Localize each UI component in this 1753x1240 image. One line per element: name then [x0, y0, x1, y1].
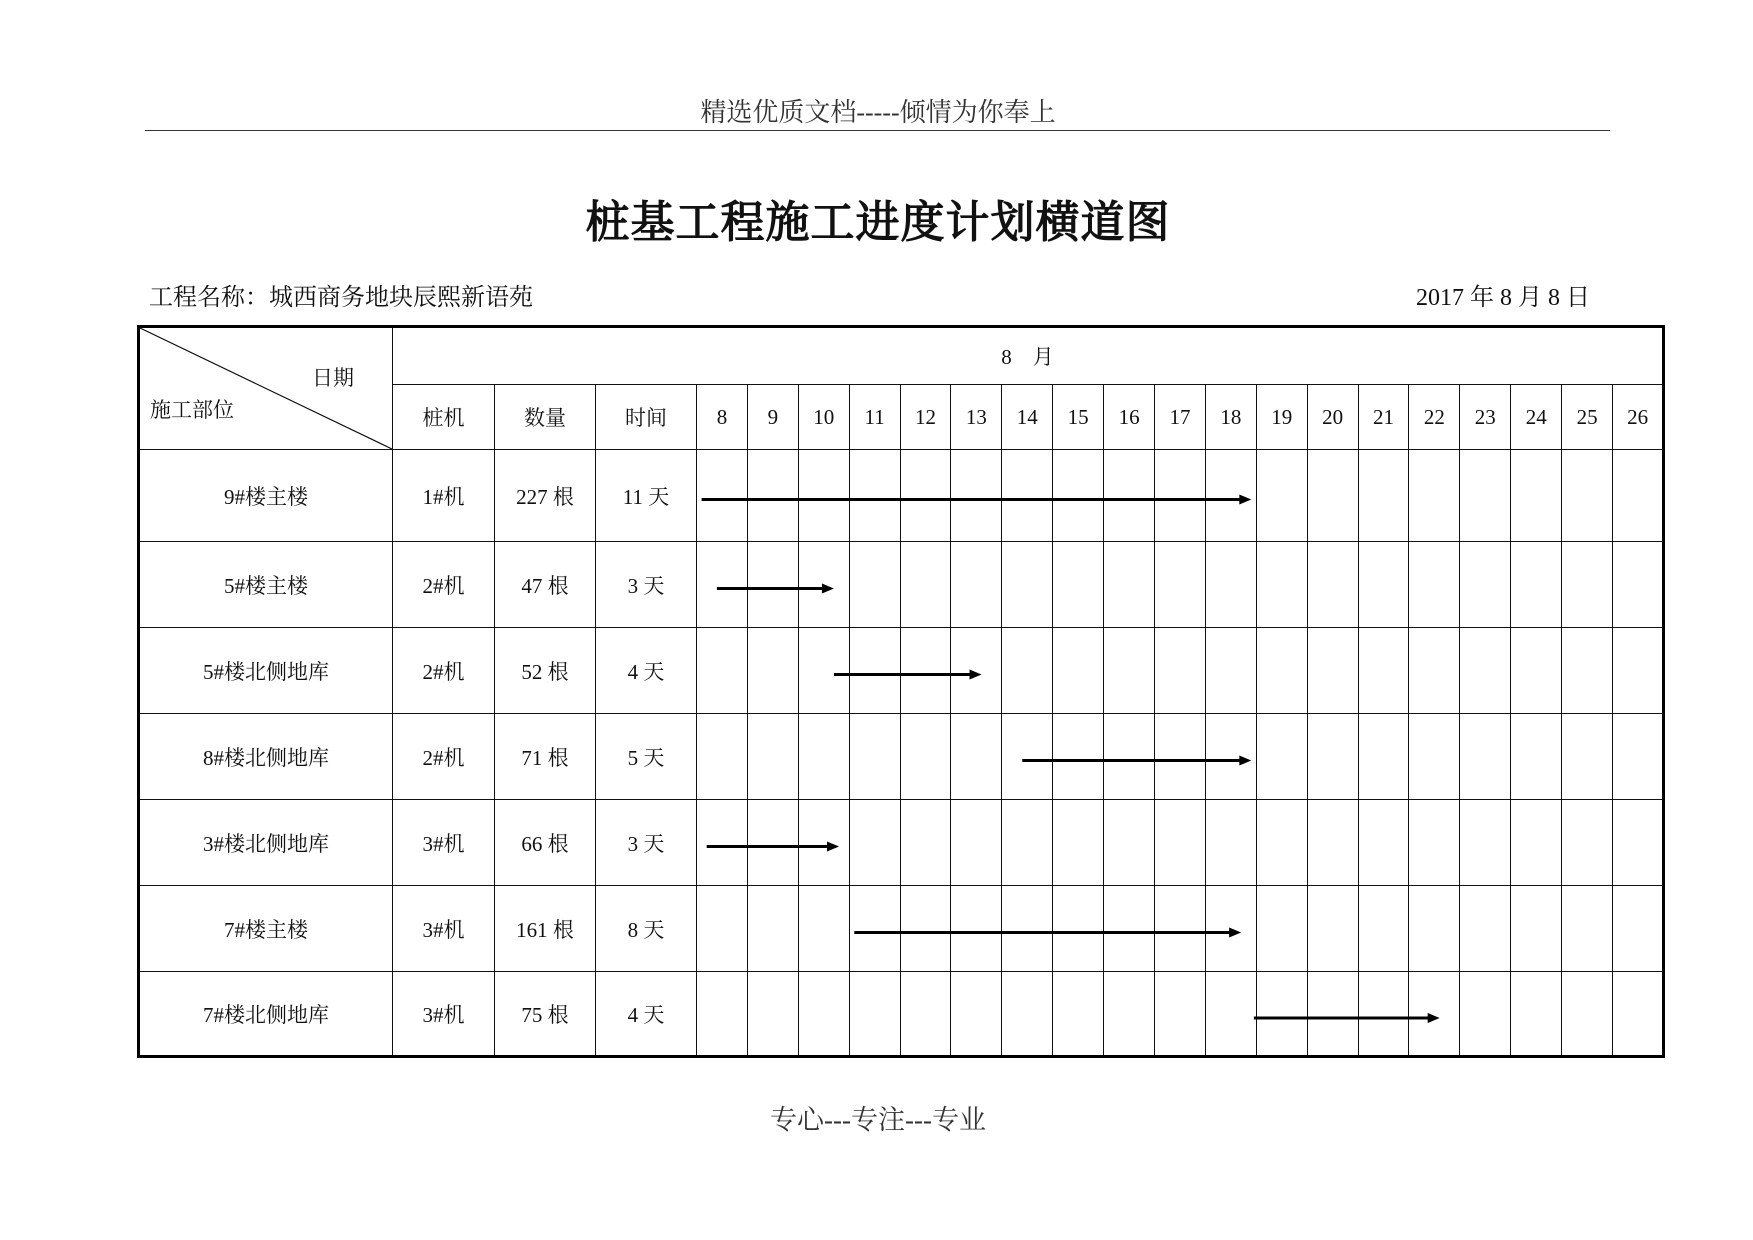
day-cell — [1511, 714, 1562, 800]
day-cell — [798, 886, 849, 972]
day-cell — [1613, 886, 1664, 972]
day-cell — [1562, 542, 1613, 628]
corner-date-label: 日期 — [312, 366, 354, 390]
day-cell — [1409, 542, 1460, 628]
day-cell — [1358, 972, 1409, 1057]
day-cell — [1562, 972, 1613, 1057]
day-header: 9 — [747, 385, 798, 450]
day-cell — [1307, 800, 1358, 886]
day-cell — [1409, 972, 1460, 1057]
day-cell — [1460, 714, 1511, 800]
day-cell — [747, 714, 798, 800]
day-header: 22 — [1409, 385, 1460, 450]
cell-time: 5 天 — [596, 714, 697, 800]
day-cell — [1155, 542, 1206, 628]
cell-part: 5#楼北侧地库 — [139, 628, 393, 714]
day-cell — [697, 972, 748, 1057]
cell-part: 3#楼北侧地库 — [139, 800, 393, 886]
day-cell — [1053, 972, 1104, 1057]
day-cell — [1002, 972, 1053, 1057]
day-cell — [849, 714, 900, 800]
day-cell — [1409, 628, 1460, 714]
day-cell — [1205, 800, 1256, 886]
day-cell — [1002, 450, 1053, 542]
day-cell — [697, 886, 748, 972]
day-header: 12 — [900, 385, 951, 450]
day-cell — [798, 800, 849, 886]
cell-part: 7#楼主楼 — [139, 886, 393, 972]
day-cell — [849, 800, 900, 886]
day-cell — [1511, 886, 1562, 972]
day-cell — [747, 972, 798, 1057]
day-cell — [1104, 450, 1155, 542]
cell-qty: 71 根 — [495, 714, 596, 800]
day-cell — [747, 800, 798, 886]
day-cell — [1155, 628, 1206, 714]
day-cell — [849, 886, 900, 972]
day-cell — [1613, 714, 1664, 800]
day-header: 19 — [1256, 385, 1307, 450]
day-header: 23 — [1460, 385, 1511, 450]
day-cell — [1205, 628, 1256, 714]
day-cell — [900, 628, 951, 714]
day-cell — [1358, 628, 1409, 714]
day-cell — [849, 450, 900, 542]
day-cell — [1002, 714, 1053, 800]
day-cell — [1307, 714, 1358, 800]
cell-time: 11 天 — [596, 450, 697, 542]
day-cell — [1307, 628, 1358, 714]
day-cell — [697, 450, 748, 542]
day-header: 11 — [849, 385, 900, 450]
day-cell — [1358, 886, 1409, 972]
day-cell — [1613, 628, 1664, 714]
day-cell — [798, 628, 849, 714]
cell-machine: 2#机 — [393, 714, 495, 800]
gantt-table — [137, 325, 1665, 1058]
day-cell — [1256, 450, 1307, 542]
day-header: 14 — [1002, 385, 1053, 450]
day-cell — [1562, 450, 1613, 542]
document-title: 桩基工程施工进度计划横道图 — [585, 197, 1171, 248]
day-cell — [1460, 628, 1511, 714]
day-cell — [1562, 886, 1613, 972]
day-cell — [1256, 972, 1307, 1057]
day-cell — [1409, 450, 1460, 542]
day-cell — [1562, 714, 1613, 800]
month-header: 8 月 — [393, 327, 1664, 385]
day-cell — [747, 542, 798, 628]
corner-header-cell — [139, 327, 393, 450]
cell-part: 8#楼北侧地库 — [139, 714, 393, 800]
cell-part: 7#楼北侧地库 — [139, 972, 393, 1057]
day-cell — [697, 628, 748, 714]
cell-machine: 1#机 — [393, 450, 495, 542]
day-cell — [1613, 972, 1664, 1057]
day-cell — [1460, 800, 1511, 886]
cell-machine: 3#机 — [393, 972, 495, 1057]
day-cell — [1205, 886, 1256, 972]
day-cell — [1562, 628, 1613, 714]
day-cell — [697, 542, 748, 628]
day-cell — [900, 542, 951, 628]
day-cell — [900, 886, 951, 972]
day-cell — [1104, 886, 1155, 972]
day-cell — [747, 628, 798, 714]
column-header: 时间 — [596, 385, 697, 450]
day-header: 15 — [1053, 385, 1104, 450]
day-cell — [1562, 800, 1613, 886]
cell-qty: 75 根 — [495, 972, 596, 1057]
day-cell — [1053, 800, 1104, 886]
cell-qty: 161 根 — [495, 886, 596, 972]
project-name: 工程名称：城西商务地块辰熙新语苑 — [149, 285, 533, 311]
day-cell — [1155, 800, 1206, 886]
page-header: 精选优质文档-----倾情为你奉上 — [700, 98, 1056, 127]
day-cell — [849, 542, 900, 628]
day-cell — [1307, 972, 1358, 1057]
day-cell — [1358, 800, 1409, 886]
day-cell — [1460, 972, 1511, 1057]
header-divider — [145, 130, 1610, 131]
day-cell — [900, 714, 951, 800]
day-cell — [1358, 450, 1409, 542]
cell-part: 9#楼主楼 — [139, 450, 393, 542]
day-cell — [1104, 972, 1155, 1057]
column-header: 数量 — [495, 385, 596, 450]
day-cell — [1155, 972, 1206, 1057]
diagonal-line — [140, 328, 392, 449]
day-cell — [951, 886, 1002, 972]
table-row — [139, 542, 1664, 628]
document-date: 2017 年 8 月 8 日 — [1416, 285, 1590, 311]
day-cell — [1613, 542, 1664, 628]
cell-time: 4 天 — [596, 628, 697, 714]
day-cell — [1053, 886, 1104, 972]
day-cell — [900, 972, 951, 1057]
cell-part: 5#楼主楼 — [139, 542, 393, 628]
day-cell — [1511, 628, 1562, 714]
day-cell — [1460, 450, 1511, 542]
cell-machine: 3#机 — [393, 800, 495, 886]
day-cell — [1205, 714, 1256, 800]
cell-machine: 2#机 — [393, 628, 495, 714]
day-cell — [697, 800, 748, 886]
cell-time: 3 天 — [596, 542, 697, 628]
day-header: 13 — [951, 385, 1002, 450]
day-cell — [1511, 800, 1562, 886]
day-cell — [697, 714, 748, 800]
day-cell — [1053, 714, 1104, 800]
day-cell — [1409, 800, 1460, 886]
day-cell — [1256, 628, 1307, 714]
day-cell — [1613, 800, 1664, 886]
day-cell — [1511, 450, 1562, 542]
cell-time: 8 天 — [596, 886, 697, 972]
day-header: 25 — [1562, 385, 1613, 450]
day-cell — [951, 542, 1002, 628]
day-header: 8 — [697, 385, 748, 450]
day-cell — [1053, 628, 1104, 714]
day-cell — [951, 450, 1002, 542]
table-row — [139, 972, 1664, 1057]
cell-time: 3 天 — [596, 800, 697, 886]
day-cell — [1205, 450, 1256, 542]
day-cell — [900, 800, 951, 886]
day-cell — [1307, 450, 1358, 542]
day-header: 26 — [1613, 385, 1664, 450]
day-cell — [1256, 800, 1307, 886]
day-cell — [1460, 886, 1511, 972]
day-cell — [1205, 972, 1256, 1057]
day-cell — [951, 972, 1002, 1057]
day-cell — [1511, 542, 1562, 628]
day-header: 16 — [1104, 385, 1155, 450]
day-cell — [1256, 714, 1307, 800]
day-cell — [1155, 450, 1206, 542]
day-cell — [1002, 542, 1053, 628]
day-cell — [1307, 886, 1358, 972]
day-cell — [849, 628, 900, 714]
day-cell — [1155, 714, 1206, 800]
day-cell — [1613, 450, 1664, 542]
day-cell — [1002, 886, 1053, 972]
day-cell — [900, 450, 951, 542]
page-footer: 专心---专注---专业 — [770, 1105, 986, 1135]
day-cell — [1460, 542, 1511, 628]
table-row — [139, 714, 1664, 800]
day-cell — [1409, 886, 1460, 972]
column-header: 桩机 — [393, 385, 495, 450]
day-cell — [1053, 450, 1104, 542]
day-cell — [1511, 972, 1562, 1057]
day-cell — [951, 714, 1002, 800]
cell-machine: 3#机 — [393, 886, 495, 972]
day-cell — [951, 628, 1002, 714]
day-cell — [798, 542, 849, 628]
day-cell — [798, 450, 849, 542]
cell-qty: 47 根 — [495, 542, 596, 628]
day-cell — [1002, 628, 1053, 714]
day-cell — [1256, 886, 1307, 972]
cell-qty: 66 根 — [495, 800, 596, 886]
day-header: 24 — [1511, 385, 1562, 450]
day-cell — [1053, 542, 1104, 628]
day-header: 18 — [1205, 385, 1256, 450]
day-cell — [1358, 714, 1409, 800]
day-cell — [951, 800, 1002, 886]
table-row — [139, 800, 1664, 886]
day-cell — [1104, 714, 1155, 800]
cell-machine: 2#机 — [393, 542, 495, 628]
day-cell — [849, 972, 900, 1057]
day-cell — [1307, 542, 1358, 628]
day-cell — [1104, 628, 1155, 714]
day-cell — [1409, 714, 1460, 800]
day-cell — [798, 972, 849, 1057]
day-header: 10 — [798, 385, 849, 450]
table-row — [139, 450, 1664, 542]
day-cell — [1104, 542, 1155, 628]
day-cell — [1155, 886, 1206, 972]
header-row-month — [139, 327, 1664, 385]
day-cell — [1104, 800, 1155, 886]
day-cell — [1205, 542, 1256, 628]
cell-qty: 52 根 — [495, 628, 596, 714]
day-cell — [747, 450, 798, 542]
day-cell — [1358, 542, 1409, 628]
day-cell — [1002, 800, 1053, 886]
day-header: 17 — [1155, 385, 1206, 450]
corner-part-label: 施工部位 — [150, 398, 234, 422]
cell-time: 4 天 — [596, 972, 697, 1057]
table-row — [139, 628, 1664, 714]
day-header: 21 — [1358, 385, 1409, 450]
cell-qty: 227 根 — [495, 450, 596, 542]
day-cell — [1256, 542, 1307, 628]
day-cell — [747, 886, 798, 972]
day-header: 20 — [1307, 385, 1358, 450]
day-cell — [798, 714, 849, 800]
table-row — [139, 886, 1664, 972]
